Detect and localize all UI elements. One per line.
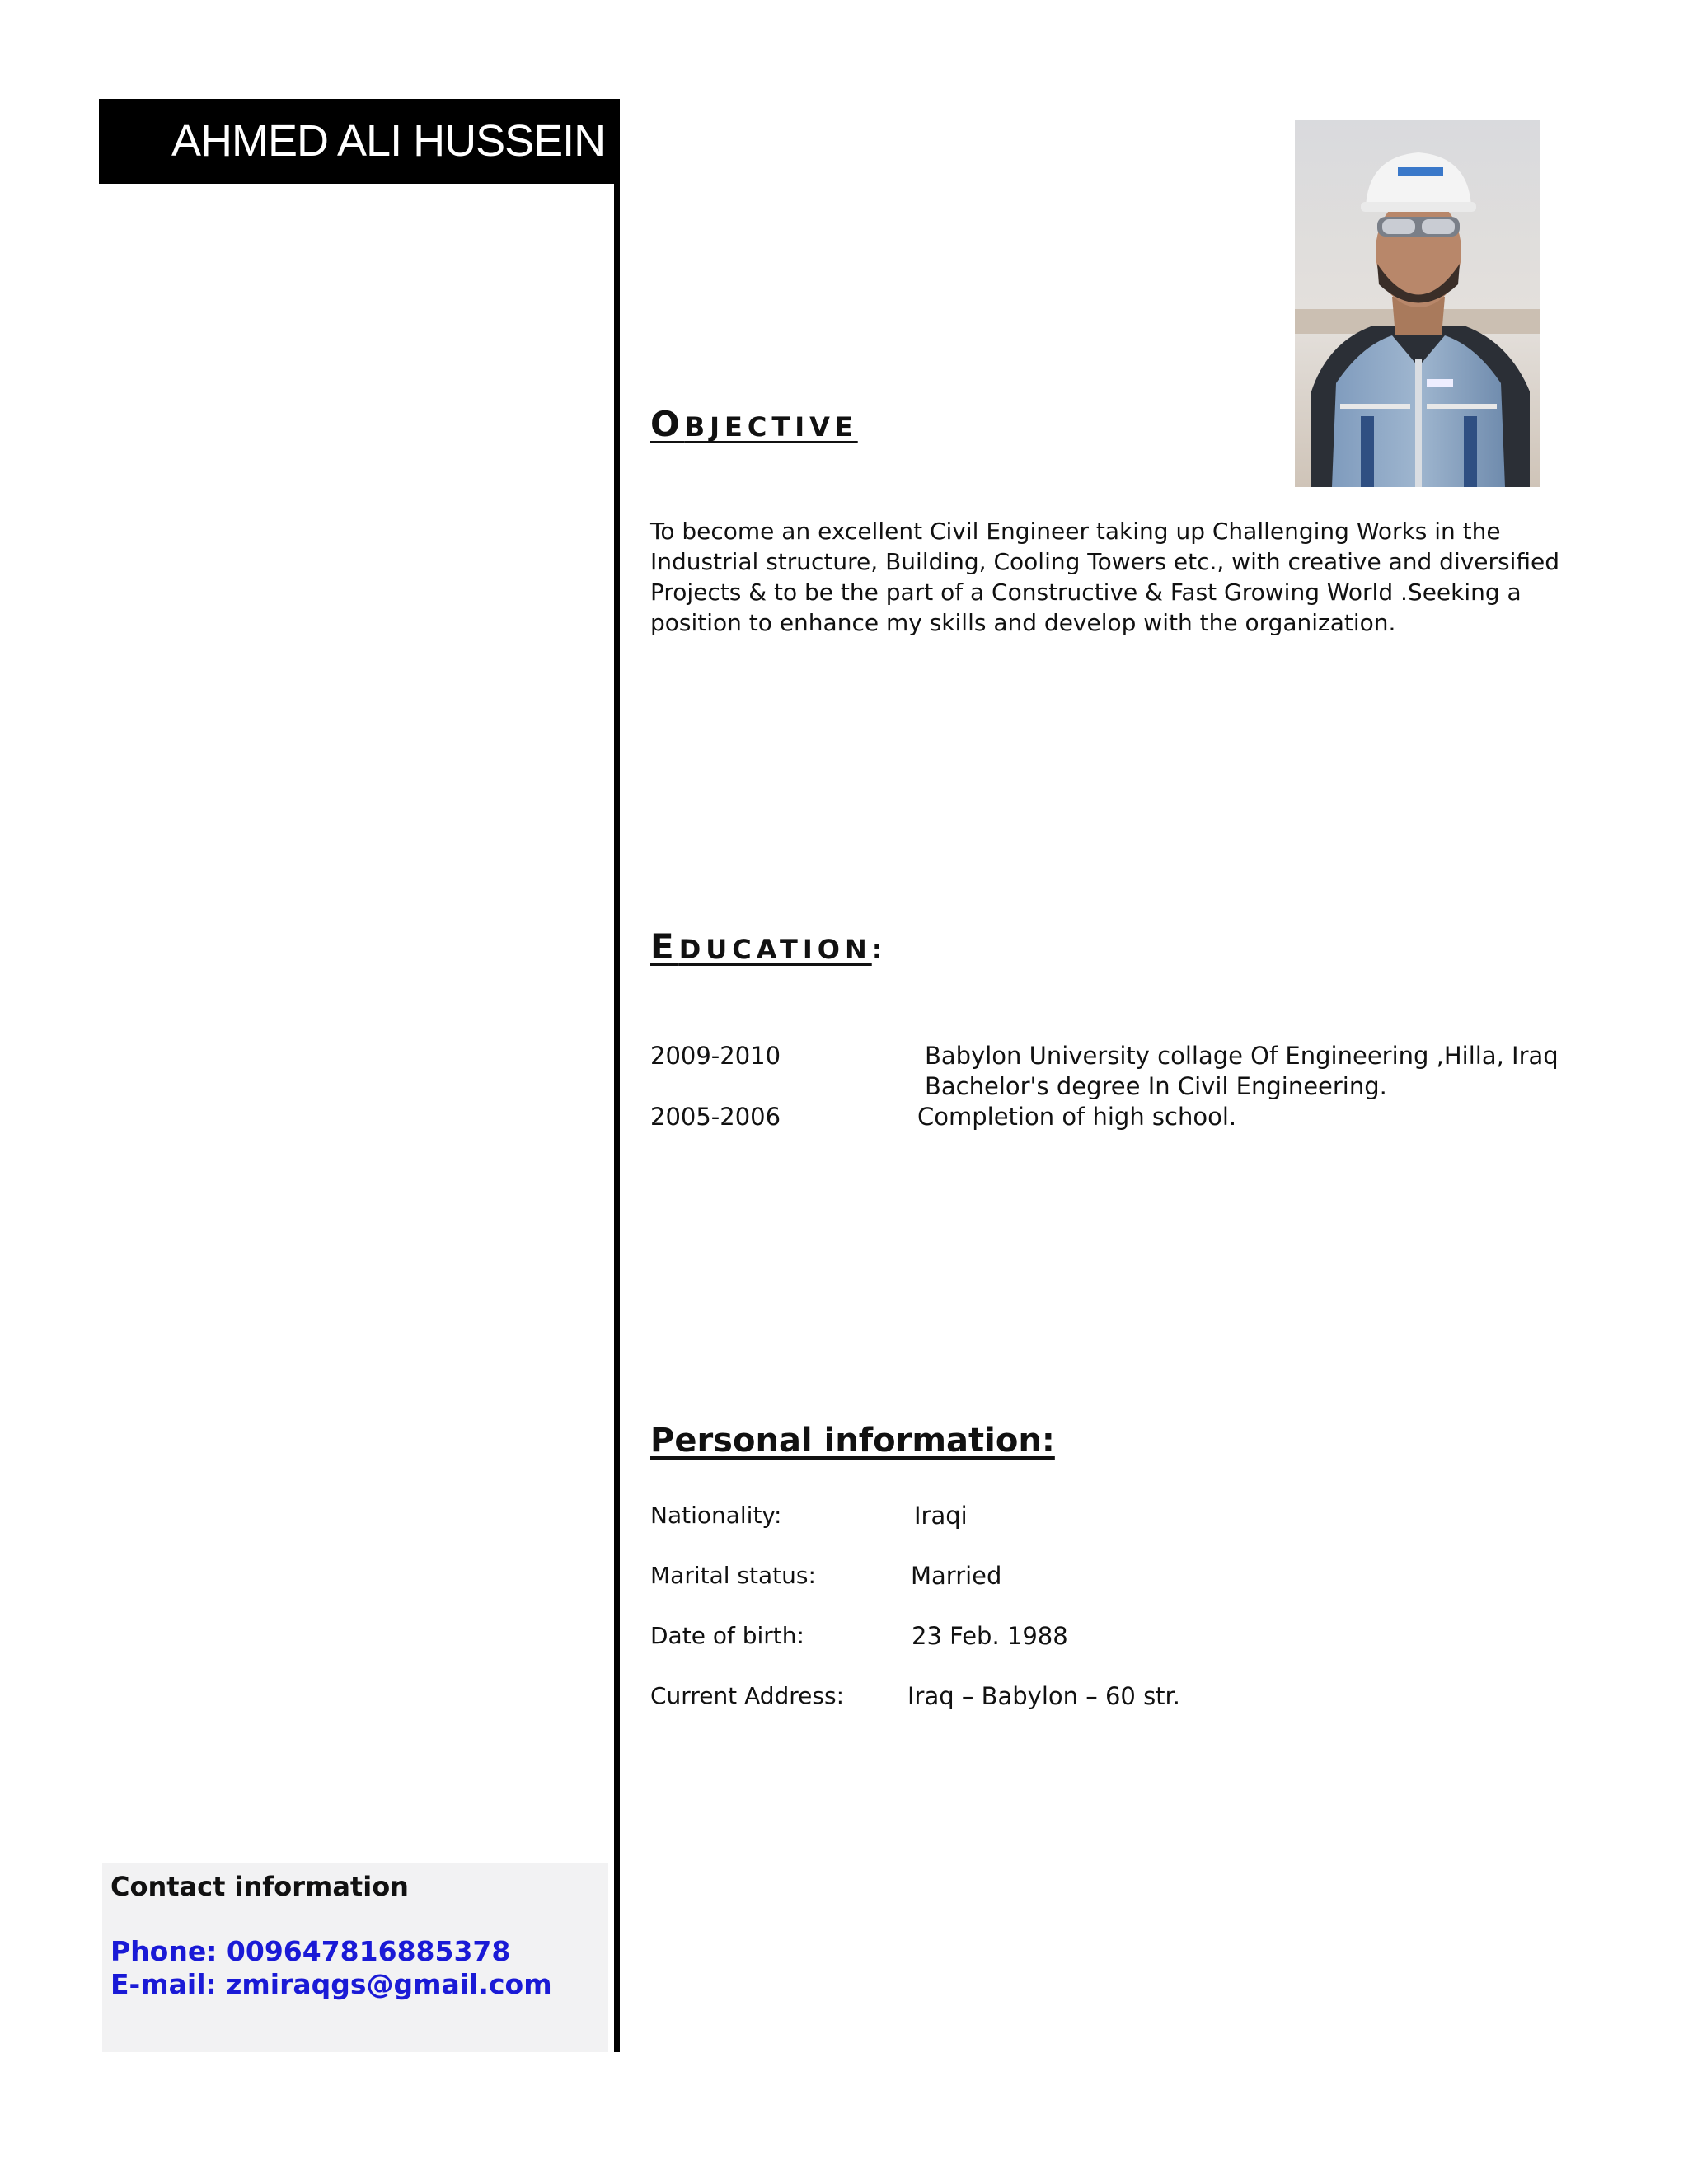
education-detail: Babylon University collage Of Engineering ,Hilla, Iraq [925, 1042, 1559, 1070]
nationality-value: Iraqi [914, 1502, 968, 1530]
objective-heading-initial: O [650, 404, 685, 444]
address-label: Current Address: [650, 1682, 845, 1709]
education-heading-initial: E [650, 926, 679, 967]
date-of-birth-value: 23 Feb. 1988 [912, 1622, 1068, 1650]
contact-email[interactable]: E-mail: zmiraqgs@gmail.com [110, 1968, 552, 2000]
marital-status-value: Married [911, 1562, 1002, 1590]
objective-heading-rest: BJECTIVE [684, 411, 858, 443]
name-banner [99, 99, 620, 184]
education-year: 2005-2006 [650, 1103, 781, 1131]
marital-status-label: Marital status: [650, 1562, 816, 1589]
date-of-birth-label: Date of birth: [650, 1622, 804, 1649]
education-detail: Completion of high school. [917, 1103, 1237, 1131]
education-heading-rest: DUCATION [678, 934, 872, 965]
education-heading-colon: : [871, 934, 888, 965]
education-detail: Bachelor's degree In Civil Engineering. [925, 1072, 1387, 1100]
full-name: AHMED ALI HUSSEIN [171, 116, 606, 166]
education-heading [650, 926, 888, 967]
address-value: Iraq – Babylon – 60 str. [907, 1682, 1181, 1710]
education-year: 2009-2010 [650, 1042, 781, 1070]
contact-panel [102, 1863, 608, 2052]
contact-phone[interactable]: Phone: 009647816885378 [110, 1935, 511, 1967]
nationality-label: Nationality: [650, 1502, 782, 1529]
objective-text: To become an excellent Civil Engineer taking up Challenging Works in the Industrial structure, Building, Cooling Towers etc., with creative and diversified Projects & to be the part of a Constructive & Fast Growing World .Seeking a position to enhance my skills and develop with the organization. [650, 518, 1560, 636]
profile-photo [1295, 120, 1540, 487]
personal-info-heading: Personal information: [650, 1422, 1055, 1460]
objective-heading [650, 404, 858, 444]
contact-title: Contact information [110, 1871, 409, 1902]
vertical-divider [614, 184, 620, 2052]
